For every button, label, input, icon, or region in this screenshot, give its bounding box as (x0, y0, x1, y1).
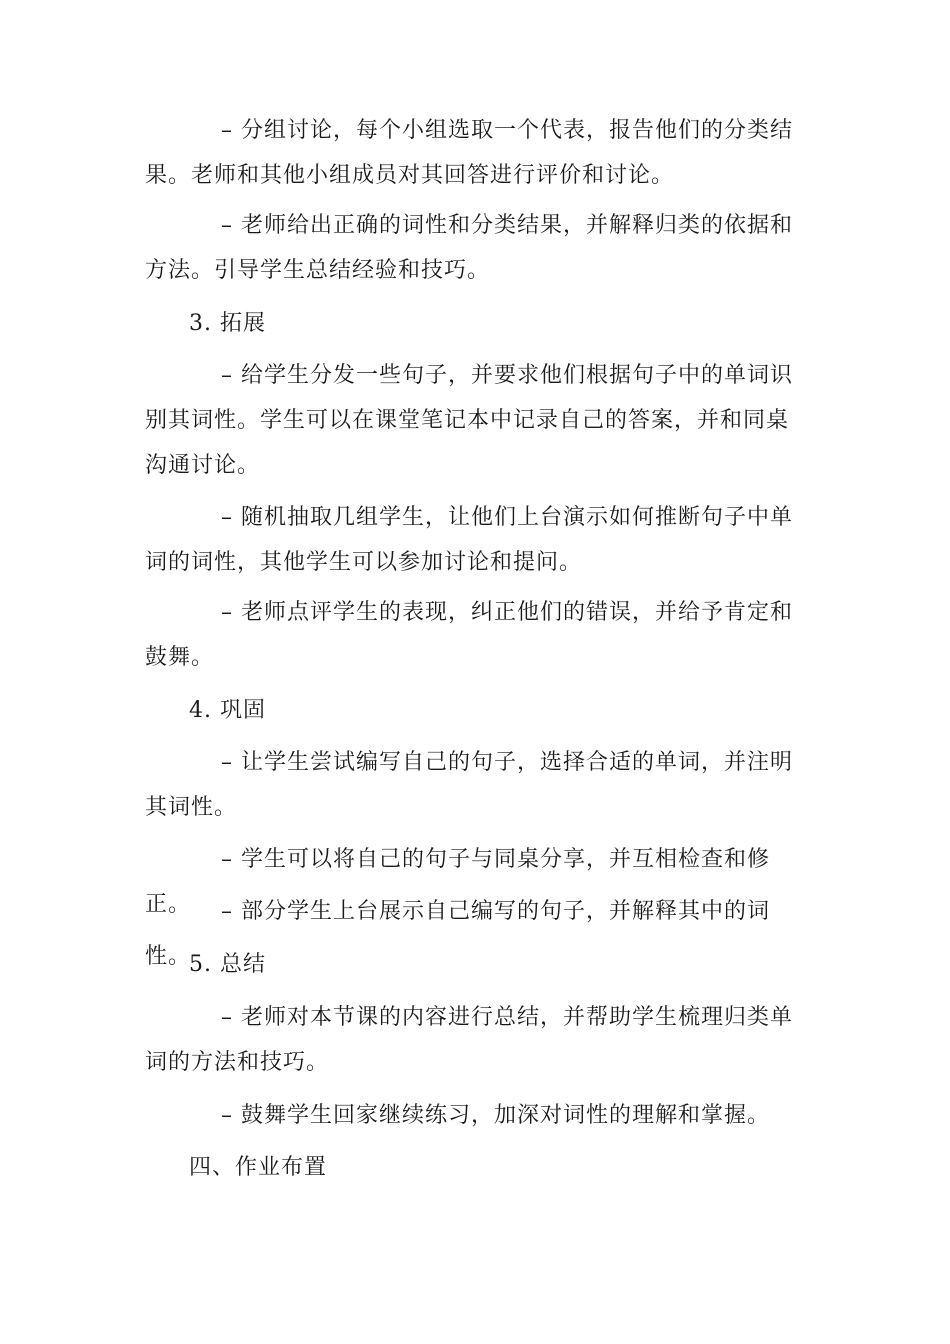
paragraph-teacher-review: – 老师点评学生的表现，纠正他们的错误，并给予肯定和鼓舞。 (145, 600, 793, 670)
heading-expand: 3. 拓展 (189, 311, 266, 336)
heading-summary: 5. 总结 (189, 952, 266, 977)
paragraph-distribute-sentences: – 给学生分发一些句子，并要求他们根据句子中的单词识别其词性。学生可以在课堂笔记本中记录自己的答案，并和同桌沟通讨论。 (145, 363, 793, 478)
heading-homework: 四、作业布置 (189, 1155, 328, 1180)
paragraph-teacher-answer: – 老师给出正确的词性和分类结果，并解释归类的依据和方法。引导学生总结经验和技巧。 (145, 213, 793, 283)
paragraph-share-sentences: – 学生可以将自己的句子与同桌分享，并互相检查和修正。 (145, 847, 770, 917)
paragraph-teacher-summary: – 老师对本节课的内容进行总结，并帮助学生梳理归类单词的方法和技巧。 (145, 1005, 793, 1075)
paragraph-write-sentences: – 让学生尝试编写自己的句子，选择合适的单词，并注明其词性。 (145, 750, 793, 820)
paragraph-group-discussion: – 分组讨论，每个小组选取一个代表，报告他们的分类结果。老师和其他小组成员对其回答进行评价和讨论。 (145, 118, 793, 188)
paragraph-random-groups: – 随机抽取几组学生，让他们上台演示如何推断句子中单词的词性，其他学生可以参加讨论和提问。 (145, 505, 793, 575)
paragraph-present-sentences: – 部分学生上台展示自己编写的句子，并解释其中的词性。 (145, 899, 770, 969)
heading-consolidate: 4. 巩固 (189, 698, 266, 723)
paragraph-encourage-practice: – 鼓舞学生回家继续练习，加深对词性的理解和掌握。 (221, 1103, 770, 1128)
